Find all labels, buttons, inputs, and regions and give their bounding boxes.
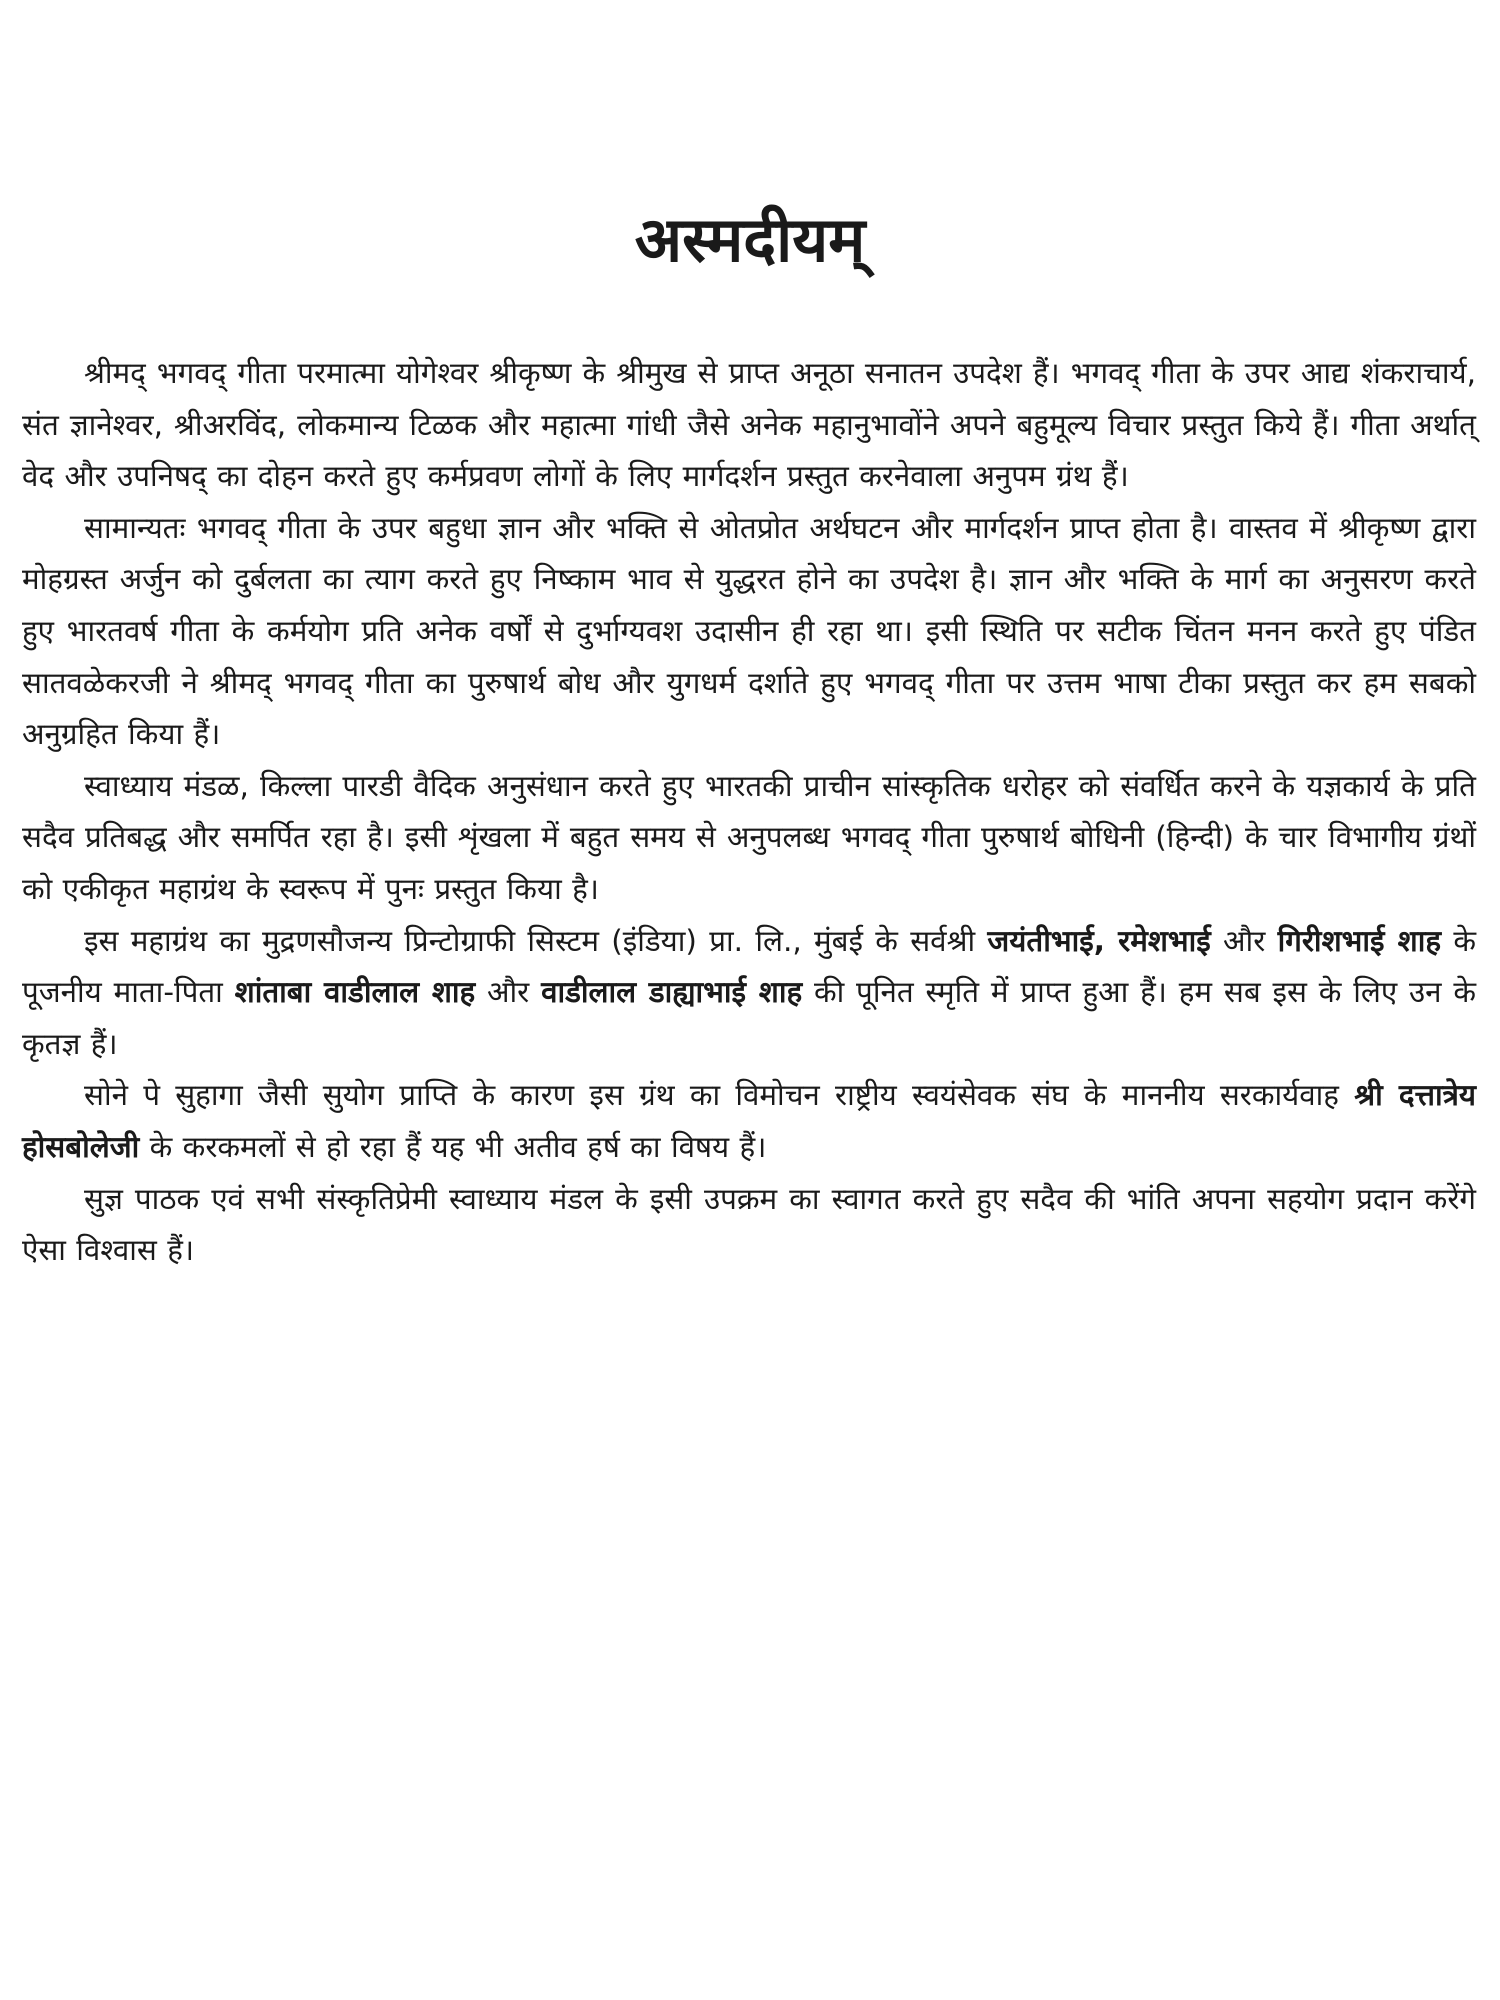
paragraph-4-text-4: और [475,975,542,1010]
paragraph-5-text-2: के करकमलों से हो रहा हैं यह भी अतीव हर्ष का विषय हैं। [139,1129,767,1164]
sponsor-names: जयंतीभाई, रमेशभाई [987,923,1211,958]
dignitary-name: श्री दत्तात्रेय होसबोलेजी [22,1078,1476,1164]
paragraph-3: स्वाध्याय मंडळ, किल्ला पारडी वैदिक अनुसंधान करते हुए भारतकी प्राचीन सांस्कृतिक धरोहर को संवर्धित करने के यज्ञकार्य के प्रति सदैव प्रतिबद्ध और समर्पित रहा है। इसी शृंखला में बहुत समय से अनुपलब्ध भगवद् गीता पुरुषार्थ बोधिनी (हिन्दी) के चार विभागीय ग्रंथों को एकीकृत महाग्रंथ के स्वरूप में पुनः प्रस्तुत किया है। [22,768,1476,906]
parent-name-father: वाडीलाल डाह्याभाई शाह [541,975,803,1010]
paragraph-5-text-1: सोने पे सुहागा जैसी सुयोग प्राप्ति के कारण इस ग्रंथ का विमोचन राष्ट्रीय स्वयंसेवक संघ के माननीय सरकार्यवाह [84,1078,1355,1113]
paragraph-4-text-5: की पूनित स्मृति में प्राप्त हुआ हैं। हम सब इस के लिए उन के कृतज्ञ हैं। [22,975,1476,1061]
paragraph-4 [22,916,1476,1071]
sponsor-name-girish: गिरीशभाई शाह [1277,923,1442,958]
paragraph-5 [22,1070,1476,1173]
paragraph-2: सामान्यतः भगवद् गीता के उपर बहुधा ज्ञान और भक्ति से ओतप्रोत अर्थघटन और मार्गदर्शन प्राप्त होता है। वास्तव में श्रीकृष्ण द्वारा मोहग्रस्त अर्जुन को दुर्बलता का त्याग करते हुए निष्काम भाव से युद्धरत होने का उपदेश है। ज्ञान और भक्ति के मार्ग का अनुसरण करते हुए भारतवर्ष गीता के कर्मयोग प्रति अनेक वर्षों से दुर्भाग्यवश उदासीन ही रहा था। इसी स्थिति पर सटीक चिंतन मनन करते हुए पंडित सातवळेकरजी ने श्रीमद् भगवद् गीता का पुरुषार्थ बोध और युगधर्म दर्शाते हुए भगवद् गीता पर उत्तम भाषा टीका प्रस्तुत कर हम सबको अनुग्रहित किया हैं। [22,510,1476,752]
paragraph-4-text-3: के पूजनीय माता-पिता [22,923,1476,1010]
paragraph-4-text-1: इस महाग्रंथ का मुद्रणसौजन्य प्रिन्टोग्राफी सिस्टम (इंडिया) प्रा. लि., मुंबई के सर्वश्री [84,923,988,958]
page-title: अस्मदीयम् [634,203,866,276]
paragraph-6: सुज्ञ पाठक एवं सभी संस्कृतिप्रेमी स्वाध्याय मंडल के इसी उपक्रम का स्वागत करते हुए सदैव की भांति अपना सहयोग प्रदान करेंगे ऐसा विश्वास हैं। [22,1181,1476,1268]
paragraph-4-text-2: और [1210,923,1278,958]
paragraph-1: श्रीमद् भगवद् गीता परमात्मा योगेश्वर श्रीकृष्ण के श्रीमुख से प्राप्त अनूठा सनातन उपदेश हैं। भगवद् गीता के उपर आद्य शंकराचार्य, संत ज्ञानेश्वर, श्रीअरविंद, लोकमान्य टिळक और महात्मा गांधी जैसे अनेक महानुभावोंने अपने बहुमूल्य विचार प्रस्तुत किये हैं। गीता अर्थात् वेद और उपनिषद् का दोहन करते हुए कर्मप्रवण लोगों के लिए मार्गदर्शन प्रस्तुत करनेवाला अनुपम ग्रंथ हैं। [22,356,1476,494]
parent-name-mother: शांताबा वाडीलाल शाह [234,975,476,1010]
document-body [22,348,1476,1277]
